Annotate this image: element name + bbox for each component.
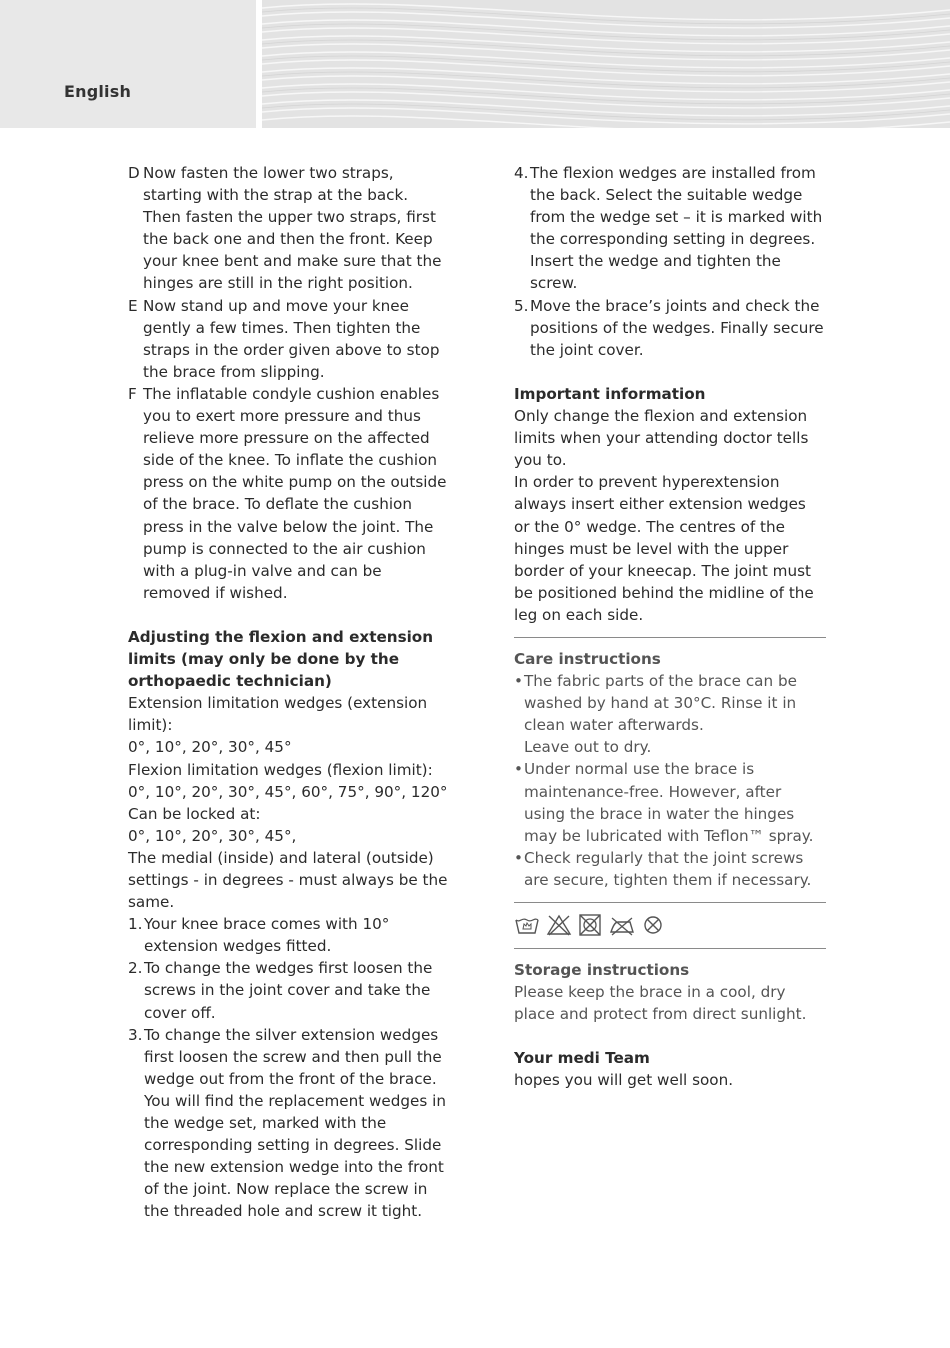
divider <box>514 948 826 949</box>
step-text: To change the wedges first loosen the screws in the joint cover and take the cover off. <box>144 959 433 1022</box>
no-tumble-dry-icon <box>578 914 602 936</box>
no-iron-icon <box>608 914 636 936</box>
important-heading: Important information <box>514 384 706 403</box>
step-f <box>128 383 448 604</box>
care-text-extra: Leave out to dry. <box>524 738 652 757</box>
care-text: The fabric parts of the brace can be washed by hand at 30°C. Rinse it in clean water afterwards. <box>524 672 797 735</box>
step-d <box>128 162 448 295</box>
numbered-step-2 <box>128 957 448 1023</box>
step-label: E <box>128 296 138 315</box>
left-column <box>128 162 448 1223</box>
care-item <box>514 847 826 891</box>
step-number: 1. <box>128 915 143 934</box>
divider <box>514 637 826 638</box>
numbered-step-4 <box>514 162 826 295</box>
page-header <box>0 0 950 128</box>
step-text: Move the brace’s joints and check the positions of the wedges. Finally secure the joint cover. <box>530 296 824 359</box>
extension-values: 0°, 10°, 20°, 30°, 45° <box>128 738 292 757</box>
bullet: • <box>514 760 523 779</box>
care-item <box>514 758 826 846</box>
care-heading: Care instructions <box>514 649 661 668</box>
no-bleach-icon <box>546 914 572 936</box>
hand-wash-icon <box>514 914 540 936</box>
step-text: Now fasten the lower two straps, starting with the strap at the back. Then fasten the upper two straps, first the back one and then the front. Keep your knee bent and make sure that the hinges are still in the right position. <box>143 164 442 293</box>
step-text: To change the silver extension wedges first loosen the screw and then pull the wedge out from the front of the brace. You will find the replacement wedges in the wedge set, marked with the corresponding setting in degrees. Slide the new extension wedge into the front of the joint. Now replace the screw in the threaded hole and screw it tight. <box>144 1025 446 1221</box>
adjust-heading: Adjusting the flexion and extension limits (may only be done by the orthopaedic technician) <box>128 627 434 691</box>
step-number: 2. <box>128 959 143 978</box>
care-text: Under normal use the brace is maintenance-free. However, after using the brace in water the hinges may be lubricated with Teflon™ spray. <box>524 760 814 845</box>
care-text: Check regularly that the joint screws are secure, tighten them if necessary. <box>524 848 812 889</box>
step-number: 5. <box>514 296 529 315</box>
numbered-step-3 <box>128 1024 448 1223</box>
header-panel <box>0 0 256 128</box>
important-paragraph-1: Only change the flexion and extension limits when your attending doctor tells you to. <box>514 407 809 470</box>
step-e <box>128 295 448 383</box>
care-section <box>514 648 826 891</box>
no-dry-clean-icon <box>642 914 664 936</box>
storage-text: Please keep the brace in a cool, dry place and protect from direct sunlight. <box>514 983 807 1024</box>
bullet: • <box>514 672 523 691</box>
medial-lateral-text: The medial (inside) and lateral (outside) settings - in degrees - must always be the same. <box>128 848 448 912</box>
storage-heading: Storage instructions <box>514 961 690 979</box>
step-label: D <box>128 164 140 182</box>
numbered-step-5 <box>514 295 826 361</box>
language-label: English <box>64 82 132 101</box>
important-paragraph-2: In order to prevent hyperextension always insert either extension wedges or the 0° wedge. The centres of the hinges must be level with the upper border of your kneecap. The joint must be positioned behind the midline of the leg on each side. <box>514 473 814 624</box>
bullet: • <box>514 848 523 867</box>
wave-lines <box>262 0 950 128</box>
step-text: The inflatable condyle cushion enables you to exert more pressure and thus relieve more pressure on the affected side of the knee. To inflate the cushion press on the white pump on the outside of the brace. To deflate the cushion press in the valve below the joint. The pump is connected to the air cushion with a plug-in valve and can be removed if wished. <box>143 384 447 602</box>
step-number: 4. <box>514 164 529 182</box>
step-label: F <box>128 384 137 403</box>
lock-values: 0°, 10°, 20°, 30°, 45°, <box>128 826 297 845</box>
right-column <box>514 162 826 1092</box>
flexion-values: 0°, 10°, 20°, 30°, 45°, 60°, 75°, 90°, 120° <box>128 782 448 801</box>
numbered-step-1 <box>128 913 448 957</box>
header-wave-pattern <box>262 0 950 128</box>
extension-label: Extension limitation wedges (extension limit): <box>128 694 428 735</box>
storage-section <box>514 959 826 1025</box>
divider <box>514 902 826 903</box>
team-heading: Your medi Team <box>514 1049 650 1068</box>
step-text: The flexion wedges are installed from the back. Select the suitable wedge from the wedge set – it is marked with the corresponding setting in degrees. Insert the wedge and tighten the screw. <box>530 164 823 293</box>
step-text: Your knee brace comes with 10° extension wedges fitted. <box>144 915 390 956</box>
step-text: Now stand up and move your knee gently a few times. Then tighten the straps in the order given above to stop the brace from slipping. <box>143 296 440 381</box>
flexion-label: Flexion limitation wedges (flexion limit): <box>128 760 433 779</box>
care-item <box>514 670 826 758</box>
step-number: 3. <box>128 1025 143 1044</box>
team-text: hopes you will get well soon. <box>514 1071 734 1090</box>
care-symbols <box>514 913 826 937</box>
lock-label: Can be locked at: <box>128 804 261 823</box>
